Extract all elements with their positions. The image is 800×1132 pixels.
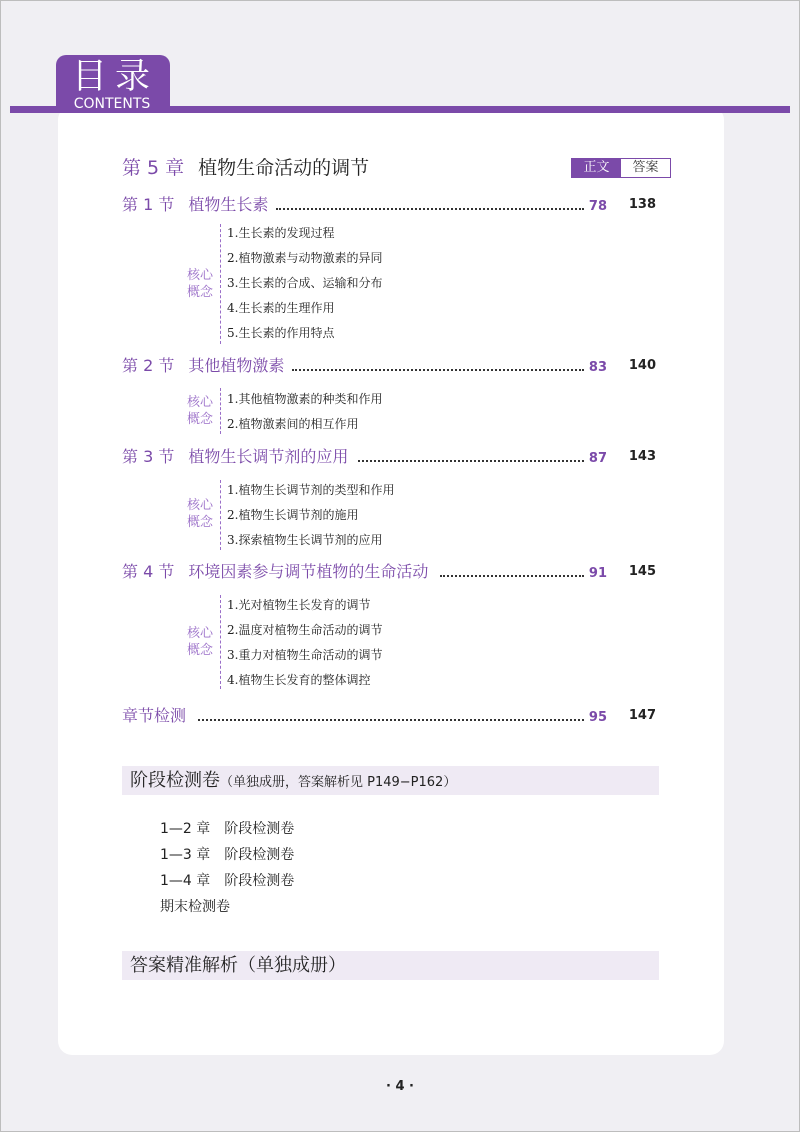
page-number: · 4 · — [386, 1079, 414, 1094]
page-title: 目录 — [71, 57, 158, 97]
section-title: 其他植物激素 — [188, 356, 285, 375]
stage-test-range: 期末检测卷 — [160, 899, 230, 915]
stage-test-range: 1—4 章 — [160, 873, 211, 889]
answer-page-number: 145 — [628, 564, 656, 579]
toc-section-2[interactable] — [122, 354, 284, 378]
answer-page-number: 147 — [628, 708, 656, 723]
concept-item: 2.植物激素间的相互作用 — [227, 417, 359, 431]
stage-tests-title: 阶段检测卷 — [130, 770, 220, 791]
stage-test-item[interactable] — [160, 820, 294, 838]
toc-chapter-review[interactable] — [122, 704, 186, 728]
core-concept-label: 核心 概念 — [186, 395, 213, 427]
section-title: 章节检测 — [122, 706, 187, 725]
dot-leader — [358, 458, 584, 462]
section-title: 植物生长调节剂的应用 — [188, 447, 349, 466]
concept-item: 4.生长素的生理作用 — [227, 301, 335, 315]
section-number: 第 4 节 — [122, 562, 175, 581]
concept-item: 2.温度对植物生命活动的调节 — [227, 623, 383, 637]
core-concept-label: 核心 概念 — [186, 626, 213, 658]
answer-page-number: 138 — [628, 197, 656, 212]
dot-leader — [198, 717, 584, 721]
concept-item: 1.植物生长调节剂的类型和作用 — [227, 483, 395, 497]
main-page-number: 83 — [588, 360, 607, 375]
stage-test-item[interactable] — [160, 898, 230, 916]
toc-section-3[interactable] — [122, 445, 348, 469]
section-number: 第 2 节 — [122, 356, 175, 375]
section-title: 环境因素参与调节植物的生命活动 — [188, 562, 429, 581]
stage-tests-note: （单独成册，答案解析见 P149−P162） — [220, 775, 457, 790]
stage-test-item[interactable] — [160, 872, 294, 890]
main-page-number: 91 — [588, 566, 607, 581]
stage-test-name: 阶段检测卷 — [224, 847, 295, 863]
concept-item: 3.重力对植物生命活动的调节 — [227, 648, 383, 662]
core-concept-label: 核心 概念 — [186, 268, 213, 300]
core-concept-label: 核心 概念 — [186, 498, 213, 530]
concept-item: 1.生长素的发现过程 — [227, 226, 335, 240]
dot-leader — [292, 367, 584, 371]
answers-heading[interactable]: 答案精准解析（单独成册） — [130, 955, 346, 976]
chapter-title: 植物生命活动的调节 — [198, 157, 370, 179]
chapter-number: 第 5 章 — [122, 157, 185, 179]
dot-leader — [440, 573, 584, 577]
concept-item: 2.植物激素与动物激素的异同 — [227, 251, 383, 265]
main-page-number: 95 — [588, 710, 607, 725]
concept-item: 3.生长素的合成、运输和分布 — [227, 276, 383, 290]
concept-item: 1.其他植物激素的种类和作用 — [227, 392, 383, 406]
stage-test-name: 阶段检测卷 — [224, 873, 295, 889]
concept-item: 1.光对植物生长发育的调节 — [227, 598, 371, 612]
toc-section-4[interactable] — [122, 560, 428, 584]
toc-section-1[interactable] — [122, 193, 268, 217]
concept-item: 2.植物生长调节剂的施用 — [227, 508, 359, 522]
stage-tests-heading[interactable] — [130, 768, 456, 796]
dot-leader — [276, 206, 584, 210]
stage-test-name: 阶段检测卷 — [224, 821, 295, 837]
main-page-number: 78 — [588, 199, 607, 214]
section-number: 第 1 节 — [122, 195, 175, 214]
chapter-heading — [122, 156, 369, 180]
concept-divider — [220, 224, 221, 344]
concept-divider — [220, 388, 221, 434]
legend-main-text: 正文 — [572, 159, 621, 177]
concept-item: 4.植物生长发育的整体调控 — [227, 673, 371, 687]
concept-divider — [220, 595, 221, 689]
section-title: 植物生长素 — [188, 195, 269, 214]
section-number: 第 3 节 — [122, 447, 175, 466]
answer-page-number: 143 — [628, 449, 656, 464]
main-page-number: 87 — [588, 451, 607, 466]
page-column-legend — [571, 158, 671, 178]
answer-page-number: 140 — [628, 358, 656, 373]
stage-test-range: 1—2 章 — [160, 821, 211, 837]
concept-item: 3.探索植物生长调节剂的应用 — [227, 533, 383, 547]
stage-test-item[interactable] — [160, 846, 294, 864]
page-subtitle: CONTENTS — [73, 96, 151, 112]
stage-test-range: 1—3 章 — [160, 847, 211, 863]
legend-answer: 答案 — [621, 159, 670, 177]
concept-divider — [220, 480, 221, 550]
concept-item: 5.生长素的作用特点 — [227, 326, 335, 340]
